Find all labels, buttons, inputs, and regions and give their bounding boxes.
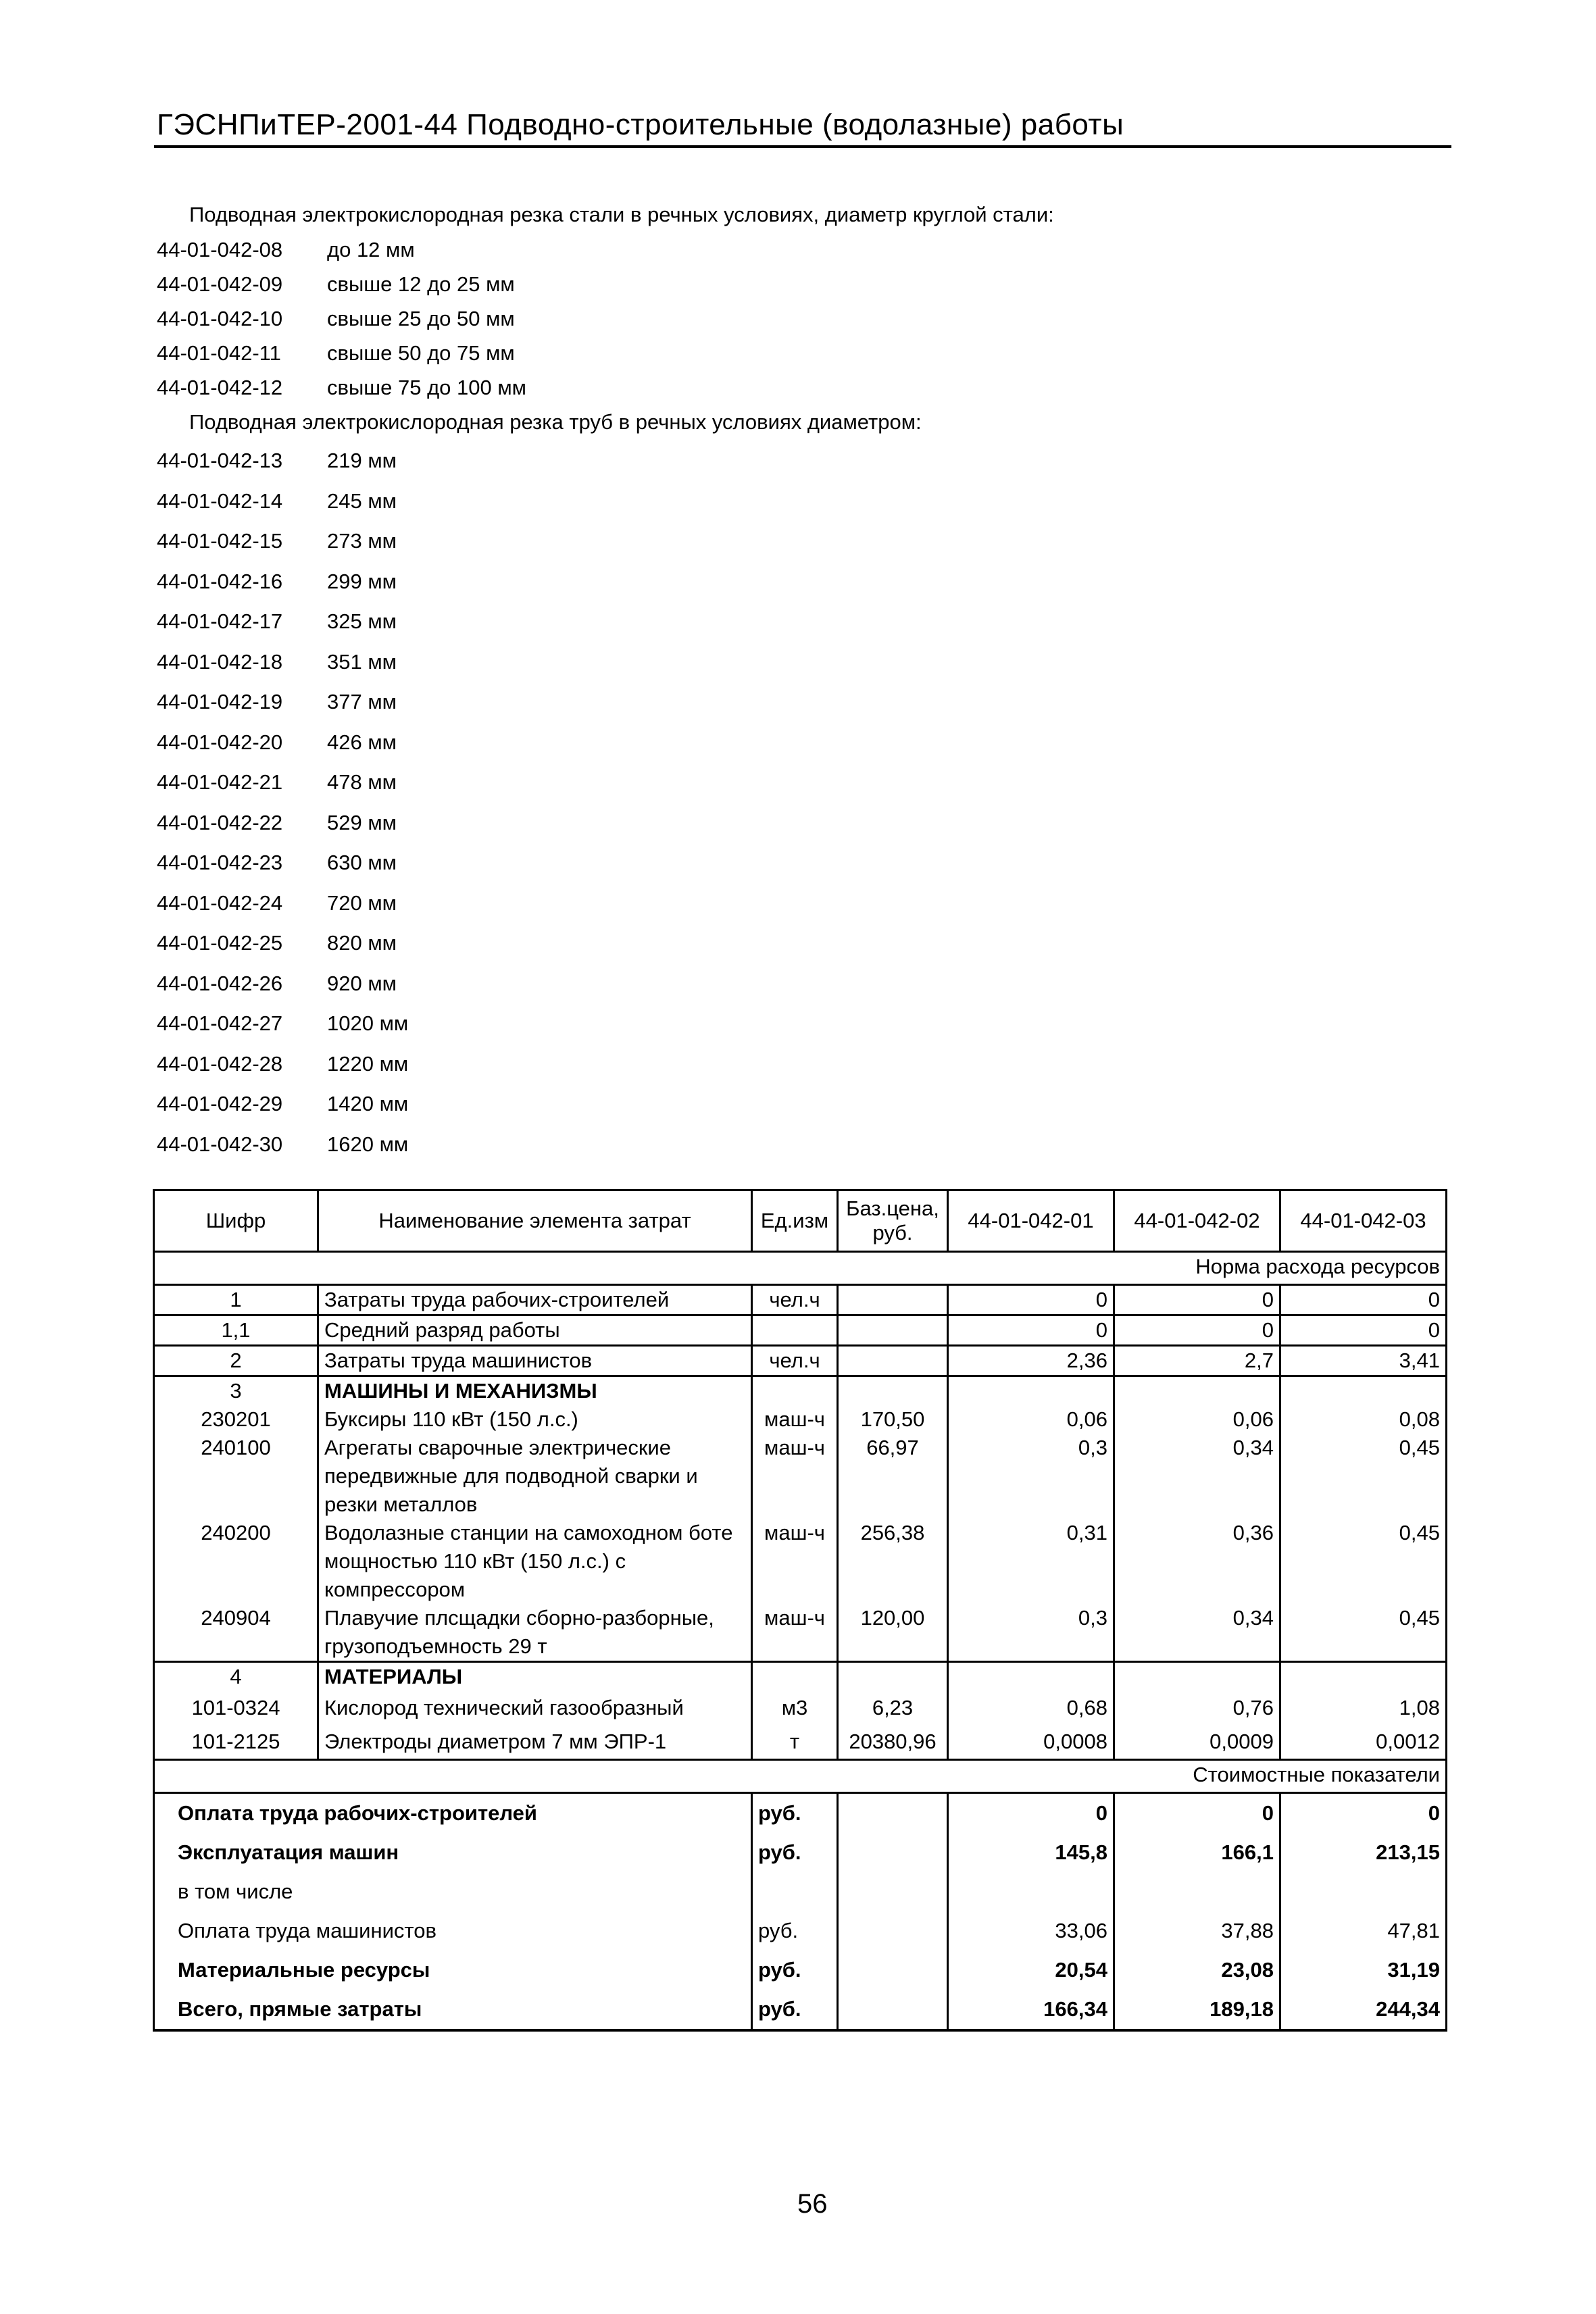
item-code: 44-01-042-24 [157,891,283,915]
item-code: 44-01-042-14 [157,489,283,513]
item-code: 44-01-042-20 [157,730,283,754]
item-description: 529 мм [327,811,397,834]
row-value-1: 0,31 [948,1519,1114,1604]
row-value-3: 0 [1280,1285,1447,1315]
item-code: 44-01-042-11 [157,341,281,365]
row-code: 240100 [154,1434,318,1519]
item-description: до 12 мм [327,238,415,261]
cost-value-2: 23,08 [1114,1951,1280,1990]
norm-label-row [154,1252,1447,1285]
table-row [154,1519,1447,1604]
item-code: 44-01-042-27 [157,1011,283,1035]
row-price [838,1315,948,1346]
item-code: 44-01-042-21 [157,770,283,794]
cost-name: Оплата труда рабочих-строителей [154,1793,752,1834]
item-code: 44-01-042-23 [157,851,283,874]
cost-label: Стоимостные показатели [154,1760,1447,1793]
row-value-3: 0,45 [1280,1434,1447,1519]
item-description: свыше 75 до 100 мм [327,376,526,399]
header-col3: 44-01-042-03 [1280,1190,1447,1252]
cost-row [154,1951,1447,1990]
item-code: 44-01-042-30 [157,1132,283,1156]
cost-name: в том числе [154,1872,752,1911]
cost-row [154,1911,1447,1951]
item-code: 44-01-042-17 [157,609,283,633]
cost-price [838,1911,948,1951]
row-price [838,1285,948,1315]
row-value-2 [1114,1376,1280,1406]
cost-label-row [154,1760,1447,1793]
row-unit: чел.ч [752,1346,838,1376]
cost-value-3: 0 [1280,1793,1447,1834]
item-description: 219 мм [327,449,397,472]
cost-unit: руб. [752,1793,838,1834]
row-value-3: 1,08 [1280,1691,1447,1725]
row-code: 4 [154,1662,318,1692]
row-unit [752,1376,838,1406]
row-code: 101-2125 [154,1725,318,1760]
header-price: Баз.цена, руб. [838,1190,948,1252]
item-code: 44-01-042-16 [157,570,283,593]
row-value-2: 2,7 [1114,1346,1280,1376]
cost-value-1: 145,8 [948,1833,1114,1872]
row-code: 230201 [154,1405,318,1434]
item-description: 325 мм [327,609,397,633]
item-description: свыше 12 до 25 мм [327,272,515,296]
cost-value-2: 0 [1114,1793,1280,1834]
table-row [154,1346,1447,1376]
header-col1: 44-01-042-01 [948,1190,1114,1252]
row-value-1 [948,1662,1114,1692]
row-value-3 [1280,1376,1447,1406]
cost-unit: руб. [752,1911,838,1951]
cost-value-2: 37,88 [1114,1911,1280,1951]
row-name: Средний разряд работы [318,1315,752,1346]
cost-value-3: 213,15 [1280,1833,1447,1872]
item-description: 426 мм [327,730,397,754]
cost-unit: руб. [752,1990,838,2030]
row-code: 101-0324 [154,1691,318,1725]
row-value-2: 0,34 [1114,1604,1280,1662]
cost-value-2: 189,18 [1114,1990,1280,2030]
row-price: 256,38 [838,1519,948,1604]
section-title-steel-cutting: Подводная электрокислородная резка стали в речных условиях, диаметр круглой стали: [189,203,1054,226]
item-description: 1420 мм [327,1092,409,1115]
row-name: МАТЕРИАЛЫ [318,1662,752,1692]
row-unit: м3 [752,1691,838,1725]
item-description: 630 мм [327,851,397,874]
row-value-2: 0,06 [1114,1405,1280,1434]
cost-value-1 [948,1872,1114,1911]
table-row [154,1376,1447,1406]
row-value-2: 0 [1114,1315,1280,1346]
section-title-pipe-cutting: Подводная электрокислородная резка труб в речных условиях диаметром: [189,410,922,434]
cost-unit [752,1872,838,1911]
cost-name: Всего, прямые затраты [154,1990,752,2030]
row-value-1: 0,3 [948,1604,1114,1662]
row-name: МАШИНЫ И МЕХАНИЗМЫ [318,1376,752,1406]
cost-value-3: 31,19 [1280,1951,1447,1990]
row-value-1: 0,0008 [948,1725,1114,1760]
cost-row [154,1793,1447,1834]
row-value-3: 3,41 [1280,1346,1447,1376]
cost-price [838,1833,948,1872]
cost-value-1: 0 [948,1793,1114,1834]
row-unit [752,1662,838,1692]
cost-value-3: 47,81 [1280,1911,1447,1951]
item-code: 44-01-042-29 [157,1092,283,1115]
item-code: 44-01-042-13 [157,449,283,472]
row-value-3 [1280,1662,1447,1692]
row-name: Водолазные станции на самоходном боте мощностью 110 кВт (150 л.с.) с компрессором [318,1519,752,1604]
item-code: 44-01-042-25 [157,931,283,955]
row-value-2: 0,0009 [1114,1725,1280,1760]
row-price [838,1346,948,1376]
cost-name: Оплата труда машинистов [154,1911,752,1951]
page-number: 56 [797,2189,828,2219]
cost-price [838,1951,948,1990]
row-value-2: 0,76 [1114,1691,1280,1725]
row-unit: маш-ч [752,1604,838,1662]
item-description: 1220 мм [327,1052,409,1076]
item-description: свыше 25 до 50 мм [327,307,515,330]
cost-value-2 [1114,1872,1280,1911]
row-price: 6,23 [838,1691,948,1725]
cost-value-3 [1280,1872,1447,1911]
item-description: 1020 мм [327,1011,409,1035]
table-row [154,1604,1447,1662]
cost-price [838,1872,948,1911]
item-description: свыше 50 до 75 мм [327,341,515,365]
table-row [154,1434,1447,1519]
item-description: 478 мм [327,770,397,794]
item-description: 351 мм [327,650,397,674]
row-unit: маш-ч [752,1434,838,1519]
item-code: 44-01-042-22 [157,811,283,834]
item-description: 1620 мм [327,1132,409,1156]
row-name: Буксиры 110 кВт (150 л.с.) [318,1405,752,1434]
row-value-2: 0 [1114,1285,1280,1315]
row-value-3: 0,45 [1280,1519,1447,1604]
row-code: 1 [154,1285,318,1315]
row-unit [752,1315,838,1346]
row-name: Плавучие плсщадки сборно-разборные, грузоподъемность 29 т [318,1604,752,1662]
table-row [154,1691,1447,1725]
cost-row-total [154,1990,1447,2030]
row-value-3: 0,08 [1280,1405,1447,1434]
cost-row [154,1872,1447,1911]
row-value-1: 0,06 [948,1405,1114,1434]
row-name: Электроды диаметром 7 мм ЭПР-1 [318,1725,752,1760]
table-row [154,1285,1447,1315]
row-unit: т [752,1725,838,1760]
item-code: 44-01-042-15 [157,529,283,553]
row-value-1 [948,1376,1114,1406]
table-header-row [154,1190,1447,1252]
row-value-3: 0 [1280,1315,1447,1346]
item-description: 377 мм [327,690,397,713]
row-unit: маш-ч [752,1405,838,1434]
cost-row [154,1833,1447,1872]
cost-value-2: 166,1 [1114,1833,1280,1872]
table-row [154,1405,1447,1434]
item-description: 299 мм [327,570,397,593]
cost-value-3: 244,34 [1280,1990,1447,2030]
row-code: 2 [154,1346,318,1376]
row-value-2 [1114,1662,1280,1692]
row-value-3: 0,45 [1280,1604,1447,1662]
row-name: Кислород технический газообразный [318,1691,752,1725]
cost-price [838,1793,948,1834]
resource-norms-table [153,1189,1447,2032]
item-code: 44-01-042-26 [157,972,283,995]
item-code: 44-01-042-19 [157,690,283,713]
header-unit: Ед.изм [752,1190,838,1252]
row-price [838,1662,948,1692]
row-price: 120,00 [838,1604,948,1662]
row-code: 240200 [154,1519,318,1604]
row-code: 3 [154,1376,318,1406]
row-value-1: 0,3 [948,1434,1114,1519]
item-code: 44-01-042-08 [157,238,283,261]
item-description: 920 мм [327,972,397,995]
row-price: 66,97 [838,1434,948,1519]
cost-unit: руб. [752,1951,838,1990]
header-col2: 44-01-042-02 [1114,1190,1280,1252]
row-value-1: 0 [948,1285,1114,1315]
row-value-1: 2,36 [948,1346,1114,1376]
row-code: 240904 [154,1604,318,1662]
item-code: 44-01-042-09 [157,272,283,296]
cost-name: Материальные ресурсы [154,1951,752,1990]
row-name: Затраты труда рабочих-строителей [318,1285,752,1315]
item-description: 720 мм [327,891,397,915]
cost-price [838,1990,948,2030]
row-value-1: 0 [948,1315,1114,1346]
table-row [154,1725,1447,1760]
table-row [154,1315,1447,1346]
row-price: 20380,96 [838,1725,948,1760]
cost-value-1: 20,54 [948,1951,1114,1990]
table-row [154,1662,1447,1692]
item-code: 44-01-042-10 [157,307,283,330]
row-price [838,1376,948,1406]
item-code: 44-01-042-12 [157,376,283,399]
row-value-2: 0,34 [1114,1434,1280,1519]
row-value-1: 0,68 [948,1691,1114,1725]
row-unit: чел.ч [752,1285,838,1315]
cost-value-1: 33,06 [948,1911,1114,1951]
row-value-3: 0,0012 [1280,1725,1447,1760]
document-header-title: ГЭСНПиТЕР-2001-44 Подводно-строительные (водолазные) работы [157,108,1124,141]
item-description: 820 мм [327,931,397,955]
row-value-2: 0,36 [1114,1519,1280,1604]
row-price: 170,50 [838,1405,948,1434]
header-name: Наименование элемента затрат [318,1190,752,1252]
cost-name: Эксплуатация машин [154,1833,752,1872]
item-description: 245 мм [327,489,397,513]
cost-unit: руб. [752,1833,838,1872]
item-description: 273 мм [327,529,397,553]
header-code: Шифр [154,1190,318,1252]
row-unit: маш-ч [752,1519,838,1604]
row-name: Агрегаты сварочные электрические передвижные для подводной сварки и резки металлов [318,1434,752,1519]
row-name: Затраты труда машинистов [318,1346,752,1376]
norm-label: Норма расхода ресурсов [154,1252,1447,1285]
item-code: 44-01-042-18 [157,650,283,674]
cost-value-1: 166,34 [948,1990,1114,2030]
item-code: 44-01-042-28 [157,1052,283,1076]
header-rule [154,145,1451,148]
row-code: 1,1 [154,1315,318,1346]
